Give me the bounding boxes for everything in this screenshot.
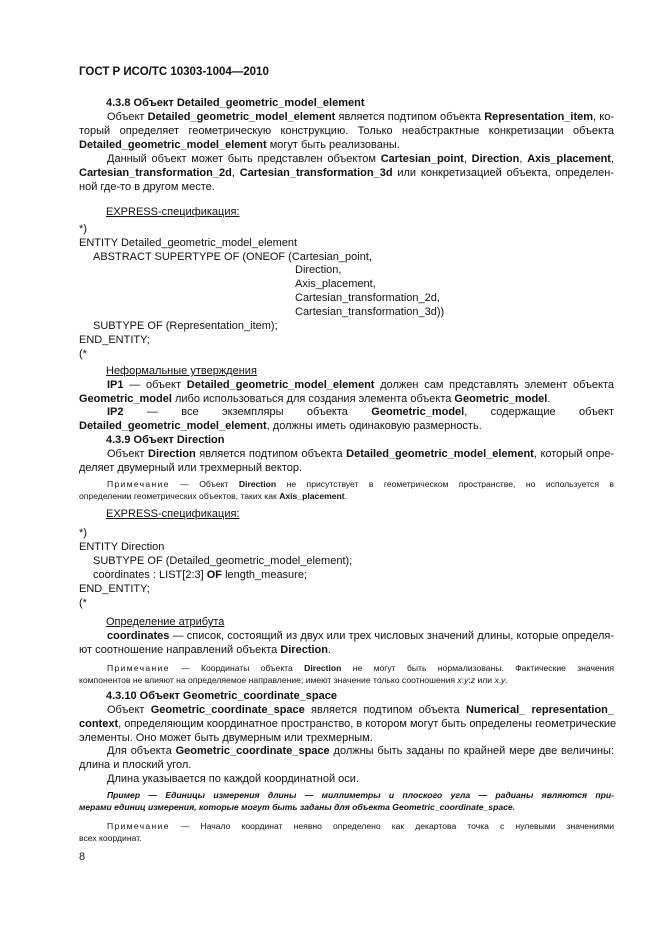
text-span: 4.3.8 Объект Detailed_geometric_model_element: [106, 97, 365, 109]
text-span: , который опре-: [533, 448, 615, 460]
text-span: Numerical_ representation_: [465, 704, 615, 716]
text-span: или: [475, 675, 495, 685]
text-span: ,: [610, 153, 615, 165]
text-span: торый определяет геометрическую конструкцию. Только неабстрактные конкретизации объекта: [79, 125, 614, 137]
text-span: EXPRESS-спецификация:: [106, 206, 240, 218]
text-span: ,: [519, 153, 528, 165]
text-line-l47: [79, 773, 614, 786]
text-span: Cartesian_transformation_2d,: [295, 292, 440, 304]
text-line-l25: [79, 448, 614, 461]
text-span: , содержащие объект: [464, 406, 615, 418]
text-span: x: [494, 675, 499, 685]
text-span: Примечание: [107, 663, 170, 673]
text-line-l43: [79, 718, 617, 731]
text-line-l12: [295, 264, 341, 277]
text-span: ной где-то в другом месте.: [79, 181, 215, 193]
text-span: , определяющим координатное пространство, в котором могут быть определены геометрические: [118, 718, 617, 730]
text-span: не присутствует в геометрическом пространстве, но используется в: [276, 479, 614, 489]
text-span: END_ENTITY;: [79, 334, 150, 346]
text-span: Примечание: [107, 479, 170, 489]
text-span: всех координат.: [79, 833, 142, 843]
text-span: компонентов не влияют на определяемое направление; имеют значение только соотношения: [79, 675, 458, 685]
text-span: могут быть реализованы.: [266, 139, 400, 151]
text-line-l11: [93, 251, 372, 264]
text-span: Данный объект может быть представлен объектом: [107, 153, 381, 165]
text-span: Detailed_geometric_model_element: [346, 448, 534, 460]
text-line-l35: [79, 597, 87, 610]
text-span: Geometric_model: [371, 406, 465, 418]
text-span: длина и плоский угол.: [79, 759, 192, 771]
text-span: ENTITY Detailed_geometric_model_element: [79, 237, 298, 249]
text-line-l04: [79, 139, 614, 152]
text-line-l21: [79, 393, 614, 406]
text-span: coordinates : LIST[2:3]: [93, 569, 207, 581]
text-span: Примечание: [107, 821, 170, 831]
text-line-l20: [79, 379, 614, 392]
text-line-l07: [79, 181, 614, 194]
text-span: Geometric_model: [454, 393, 548, 405]
text-span: context: [79, 718, 119, 730]
text-line-l36: [106, 616, 224, 629]
text-line-l38: [79, 644, 614, 657]
text-span: Длина указывается по каждой координатной оси.: [107, 773, 359, 785]
text-span: Geometric_model: [79, 393, 172, 405]
text-span: — Начало координат неявно определено как декартова точка с нулевыми значениями: [169, 821, 614, 831]
text-line-l28: [79, 490, 614, 503]
text-line-l31: [79, 541, 164, 554]
text-span: y: [501, 675, 506, 685]
text-line-l23: [79, 420, 614, 433]
text-span: Detailed_geometric_model_element: [79, 420, 267, 432]
text-span: Axis_placement: [279, 491, 345, 501]
text-span: SUBTYPE OF (Detailed_geometric_model_element);: [93, 555, 353, 567]
text-span: — Координаты объекта: [169, 663, 305, 673]
text-span: (*: [79, 597, 87, 609]
text-line-l49: [79, 801, 614, 814]
text-span: либо использоваться для создания элемента объекта: [171, 393, 455, 405]
text-span: Объект: [107, 111, 148, 123]
text-line-l10: [79, 237, 297, 250]
text-span: ABSTRACT SUPERTYPE OF (ONEOF (Cartesian_point,: [93, 251, 372, 263]
text-line-l01: [106, 97, 365, 110]
text-span: является подтипом объекта: [195, 448, 347, 460]
text-span: Representation_item: [484, 111, 594, 123]
page-number: 8: [79, 851, 86, 863]
text-span: Detailed_geometric_model_element: [79, 139, 267, 151]
text-span: (*: [79, 348, 87, 360]
text-span: ,: [231, 167, 240, 179]
text-line-l32: [93, 555, 352, 568]
text-line-l13: [295, 278, 376, 291]
text-span: деляет двумерный или трехмерный вектор.: [79, 462, 303, 474]
text-span: .: [505, 675, 508, 685]
text-line-l44: [79, 732, 614, 745]
text-line-l40: [79, 674, 614, 687]
text-span: x: [457, 675, 462, 685]
text-line-l30: [79, 527, 87, 540]
text-span: .: [498, 675, 502, 685]
text-line-l14: [295, 292, 440, 305]
text-span: IP1: [107, 379, 124, 391]
text-span: Geometric_coordinate_space: [150, 704, 305, 716]
text-span: Cartesian_transformation_2d: [79, 167, 232, 179]
text-span: Неформальные утверждения: [106, 365, 257, 377]
text-span: Cartesian_transformation_3d: [239, 167, 393, 179]
text-span: является подтипом объекта: [304, 704, 466, 716]
text-line-l09: [79, 223, 87, 236]
text-span: определении геометрических объектов, таких как: [79, 491, 280, 501]
text-span: Axis_placement,: [295, 278, 376, 290]
text-span: Direction: [280, 644, 328, 656]
text-span: должен сам представлять элемент объекта: [374, 379, 614, 391]
document-header: ГОСТ Р ИСО/ТС 10303-1004—2010: [79, 66, 269, 78]
text-line-l19: [106, 365, 257, 378]
text-span: 4.3.9 Объект Direction: [106, 434, 225, 446]
text-span: Объект: [107, 704, 151, 716]
text-span: — Объект: [169, 479, 239, 489]
text-span: Cartesian_point: [380, 153, 464, 165]
text-span: или конкретизацией объекта, определен-: [392, 167, 614, 179]
text-span: *): [79, 223, 87, 235]
text-line-l29: [106, 508, 239, 521]
text-span: Direction,: [295, 264, 342, 276]
text-span: должны быть заданы по крайней мере две величины:: [329, 745, 614, 757]
text-span: Пример — Единицы измерения длины — миллиметры и плоского угла — радианы являются при-: [107, 790, 614, 800]
text-line-l46: [79, 759, 614, 772]
text-span: — список, состоящий из двух или трех числовых значений длины, которые определя-: [169, 630, 614, 642]
text-span: *): [79, 527, 87, 539]
text-line-l42: [79, 704, 614, 717]
text-line-l06: [79, 167, 614, 180]
text-span: Определение атрибута: [106, 616, 225, 628]
text-span: EXPRESS-спецификация:: [106, 508, 240, 520]
text-span: Detailed_geometric_model_element: [186, 379, 375, 391]
text-span: .: [344, 491, 348, 501]
text-line-l15: [295, 306, 444, 319]
text-span: .: [327, 644, 332, 656]
text-span: Detailed_geometric_model_element: [147, 111, 336, 123]
text-span: мерами единиц измерения, которые могут быть заданы для объекта Geometric_coordinate_space.: [79, 802, 516, 812]
text-span: :: [468, 675, 471, 685]
text-line-l34: [79, 583, 150, 596]
text-span: END_ENTITY;: [79, 583, 150, 595]
text-span: — все экземпляры объекта: [123, 406, 372, 418]
text-span: ENTITY Direction: [79, 541, 165, 553]
text-span: z: [470, 675, 476, 685]
text-span: Direction: [238, 479, 277, 489]
text-line-l16: [93, 320, 278, 333]
text-line-l41: [106, 690, 337, 703]
text-span: Axis_placement: [527, 153, 611, 165]
text-line-l22: [79, 406, 614, 419]
text-span: Cartesian_transformation_3d)): [295, 306, 445, 318]
text-span: :: [461, 675, 465, 685]
text-line-l33: [93, 569, 307, 582]
text-span: .: [547, 393, 551, 405]
text-span: length_measure;: [222, 569, 308, 581]
text-line-l26: [79, 462, 614, 475]
text-span: является подтипом объекта: [335, 111, 485, 123]
text-line-l02: [79, 111, 614, 124]
text-span: SUBTYPE OF (Representation_item);: [93, 320, 278, 332]
text-span: , ко-: [593, 111, 615, 123]
text-line-l08: [106, 206, 239, 219]
text-line-l03: [79, 125, 614, 138]
text-line-l51: [79, 832, 614, 845]
text-span: OF: [206, 569, 223, 581]
text-span: Объект: [107, 448, 149, 460]
text-span: Geometric_coordinate_space: [175, 745, 330, 757]
text-line-l45: [79, 745, 614, 758]
text-span: не могут быть нормализованы. Фактические значения: [341, 663, 614, 673]
text-line-l05: [79, 153, 614, 166]
text-line-l17: [79, 334, 150, 347]
text-span: ,: [463, 153, 472, 165]
text-span: , должны иметь одинаковую размерность.: [266, 420, 482, 432]
text-span: coordinates: [107, 630, 170, 642]
text-span: Для объекта: [107, 745, 176, 757]
text-span: Direction: [471, 153, 520, 165]
text-line-l18: [79, 348, 87, 361]
text-span: элементы. Оно может быть двумерным или трехмерным.: [79, 732, 373, 744]
text-line-l24: [106, 434, 225, 447]
text-span: 4.3.10 Объект Geometric_coordinate_space: [106, 690, 337, 702]
text-span: IP2: [107, 406, 124, 418]
text-span: Direction: [148, 448, 196, 460]
text-line-l37: [79, 630, 614, 643]
text-span: Direction: [304, 663, 342, 673]
text-span: — объект: [123, 379, 187, 391]
text-span: y: [464, 675, 469, 685]
text-span: ют соотношение направлений объекта: [79, 644, 281, 656]
